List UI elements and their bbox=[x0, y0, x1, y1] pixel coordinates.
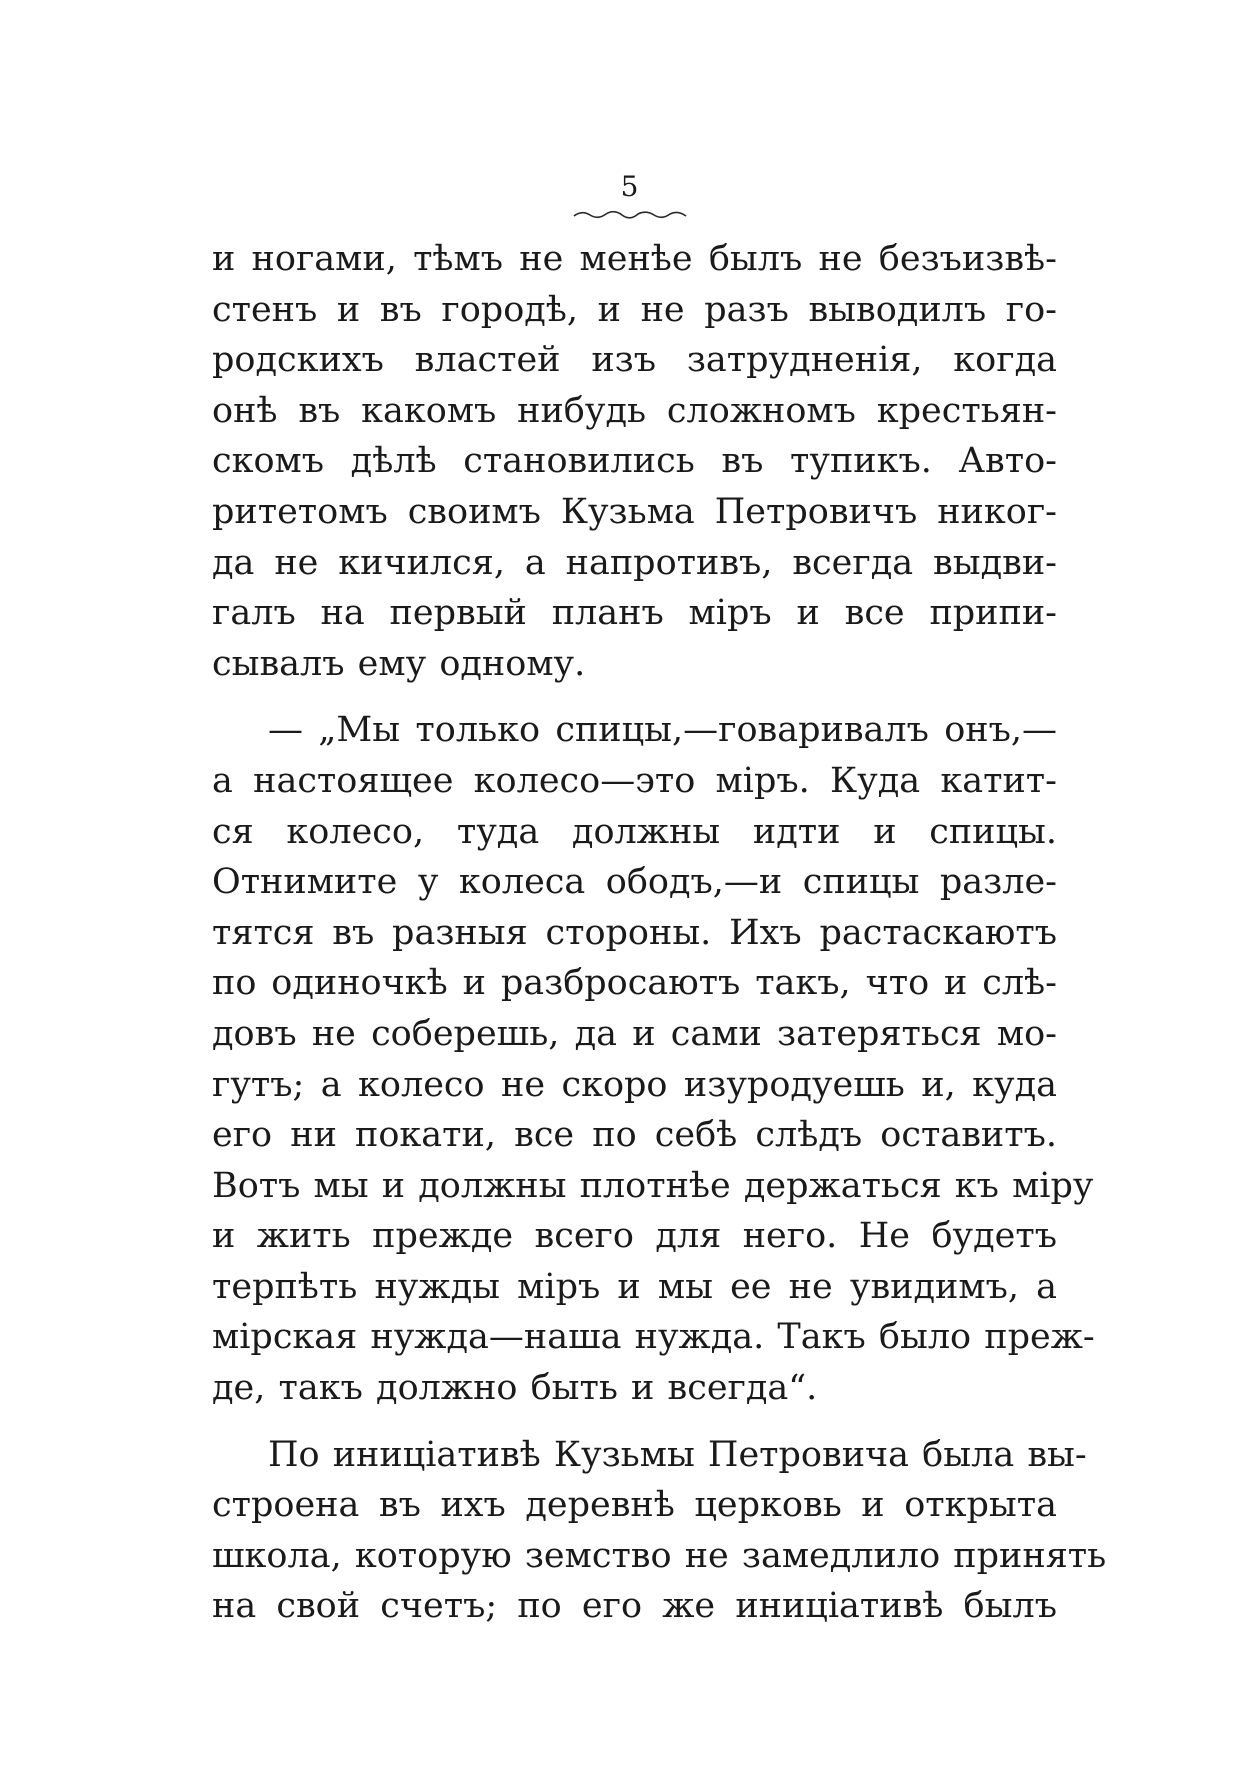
text-line: тятся въ разныя стороны. Ихъ растаскаютъ bbox=[212, 912, 1057, 953]
text-line: а настоящее колесо—это міръ. Куда катит- bbox=[212, 760, 1057, 801]
text-line: скомъ дѣлѣ становились въ тупикъ. Авто- bbox=[212, 441, 1057, 482]
paragraph bbox=[212, 1430, 1107, 1632]
text-line: терпѣть нужды міръ и мы ее не увидимъ, а bbox=[212, 1266, 1057, 1307]
paragraph bbox=[212, 705, 1095, 1413]
text-line: довъ не соберешь, да и сами затеряться мо- bbox=[212, 1013, 1057, 1054]
text-line: Отнимите у колеса ободъ,—и спицы разле- bbox=[212, 862, 1057, 903]
text-line: гутъ; а колесо не скоро изуродуешь и, куда bbox=[212, 1064, 1057, 1105]
text-line: на свой счетъ; по его же иниціативѣ былъ bbox=[212, 1586, 1057, 1627]
text-line: школа, которую земство не замедлило принять bbox=[212, 1535, 1107, 1576]
text-line: его ни покати, все по себѣ слѣдъ оставитъ. bbox=[212, 1115, 1057, 1156]
page-number: 5 bbox=[620, 170, 639, 203]
text-line: По иниціативѣ Кузьмы Петровича была вы- bbox=[268, 1434, 1087, 1475]
ornament-divider bbox=[572, 206, 688, 222]
text-line: да не кичился, а напротивъ, всегда выдви- bbox=[212, 542, 1057, 583]
text-line: де, такъ должно быть и всегда“. bbox=[212, 1368, 818, 1409]
text-line: и ногами, тѣмъ не менѣе былъ не безъизвѣ- bbox=[212, 239, 1057, 279]
text-line: родскихъ властей изъ затрудненія, когда bbox=[212, 340, 1057, 381]
text-line: ся колесо, туда должны идти и спицы. bbox=[212, 811, 1057, 852]
text-line: ритетомъ своимъ Кузьма Петровичъ никог- bbox=[212, 491, 1057, 532]
text-line: стенъ и въ городѣ, и не разъ выводилъ го- bbox=[212, 289, 1057, 330]
text-line: сывалъ ему одному. bbox=[212, 643, 586, 684]
text-line: и жить прежде всего для него. Не будетъ bbox=[212, 1216, 1057, 1257]
text-line: строена въ ихъ деревнѣ церковь и открыта bbox=[212, 1485, 1057, 1526]
body-text bbox=[212, 234, 1107, 1632]
text-line: галъ на первый планъ міръ и все припи- bbox=[212, 593, 1057, 634]
text-line: — „Мы только спицы,—говаривалъ онъ,— bbox=[268, 710, 1057, 751]
text-line: по одиночкѣ и разбросаютъ такъ, что и слѣ- bbox=[212, 963, 1057, 1004]
text-line: Вотъ мы и должны плотнѣе держаться къ міру bbox=[212, 1165, 1094, 1206]
paragraph bbox=[212, 234, 1057, 689]
text-line: мірская нужда—наша нужда. Такъ было преж- bbox=[212, 1317, 1095, 1358]
text-line: онѣ въ какомъ нибудь сложномъ крестьян- bbox=[212, 390, 1057, 431]
